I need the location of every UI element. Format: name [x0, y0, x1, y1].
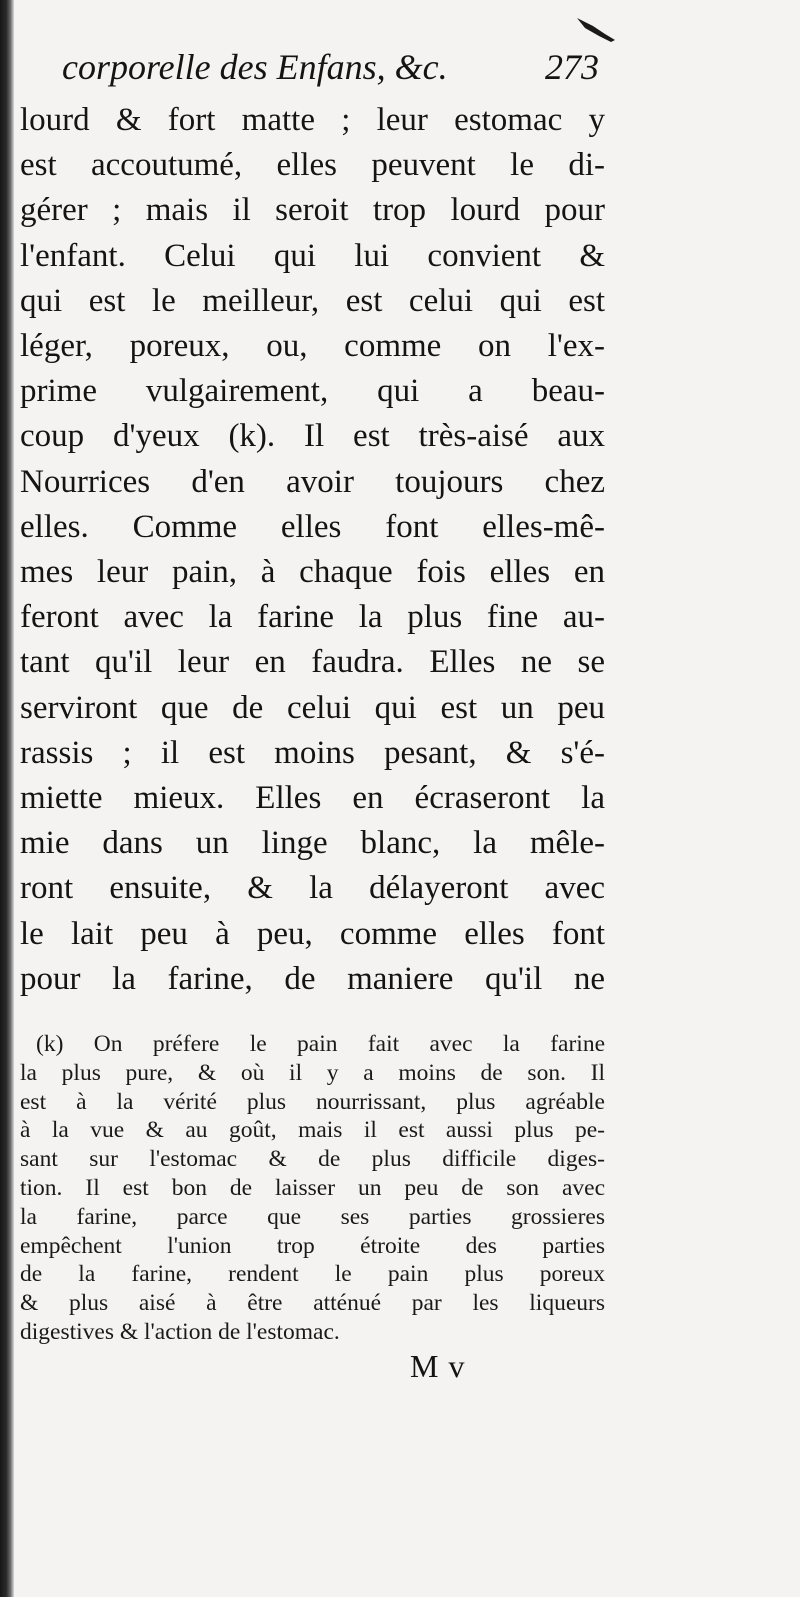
body-line: feront avec la farine la plus fine au-	[20, 599, 605, 636]
page-number: 273	[545, 47, 599, 87]
footnote-line: la plus pure, & où il y a moins de son. Il	[20, 1059, 605, 1086]
footnote-line: la farine, parce que ses parties grossieres	[20, 1203, 605, 1230]
body-text	[20, 98, 610, 1002]
footnote-line: à la vue & au goût, mais il est aussi plus pe-	[20, 1117, 605, 1144]
body-line: Nourrices d'en avoir toujours chez	[20, 463, 605, 500]
binding-gutter	[0, 0, 14, 1597]
body-line: serviront que de celui qui est un peu	[20, 689, 605, 726]
page-header	[20, 38, 610, 98]
body-line: prime vulgairement, qui a beau-	[20, 373, 605, 410]
footnote-line: est à la vérité plus nourrissant, plus agréable	[20, 1088, 605, 1115]
footnote-line: sant sur l'estomac & de plus difficile diges-	[20, 1146, 605, 1173]
body-line: elles. Comme elles font elles-mê-	[20, 508, 605, 545]
body-line: mie dans un linge blanc, la mêle-	[20, 825, 605, 862]
footnote	[20, 1030, 610, 1347]
body-line: ront ensuite, & la délayeront avec	[20, 870, 605, 907]
body-line: rassis ; il est moins pesant, & s'é-	[20, 734, 605, 771]
body-line: est accoutumé, elles peuvent le di-	[20, 147, 605, 184]
body-line: tant qu'il leur en faudra. Elles ne se	[20, 644, 605, 681]
body-line: coup d'yeux (k). Il est très-aisé aux	[20, 418, 605, 455]
body-line: léger, poreux, ou, comme on l'ex-	[20, 328, 605, 365]
book-page	[20, 38, 610, 1347]
body-line: miette mieux. Elles en écraseront la	[20, 780, 605, 817]
footnote-line: & plus aisé à être atténué par les liqueurs	[20, 1290, 605, 1317]
running-title: corporelle des Enfans, &c.	[62, 47, 448, 87]
footnote-line: digestives & l'action de l'estomac.	[20, 1319, 340, 1346]
footnote-line: de la farine, rendent le pain plus poreux	[20, 1261, 605, 1288]
body-line: qui est le meilleur, est celui qui est	[20, 282, 605, 319]
footnote-line: tion. Il est bon de laisser un peu de son avec	[20, 1175, 605, 1202]
footnote-line: empêchent l'union trop étroite des parties	[20, 1232, 605, 1259]
body-line: lourd & fort matte ; leur estomac y	[20, 102, 605, 138]
body-line: gérer ; mais il seroit trop lourd pour	[20, 192, 605, 229]
footnote-line: (k) On préfere le pain fait avec la farine	[36, 1031, 605, 1058]
body-line: mes leur pain, à chaque fois elles en	[20, 554, 605, 591]
signature-mark: M v	[410, 1348, 466, 1384]
body-line: pour la farine, de maniere qu'il ne	[20, 960, 605, 997]
body-line: l'enfant. Celui qui lui convient &	[20, 237, 605, 274]
body-line: le lait peu à peu, comme elles font	[20, 915, 605, 952]
